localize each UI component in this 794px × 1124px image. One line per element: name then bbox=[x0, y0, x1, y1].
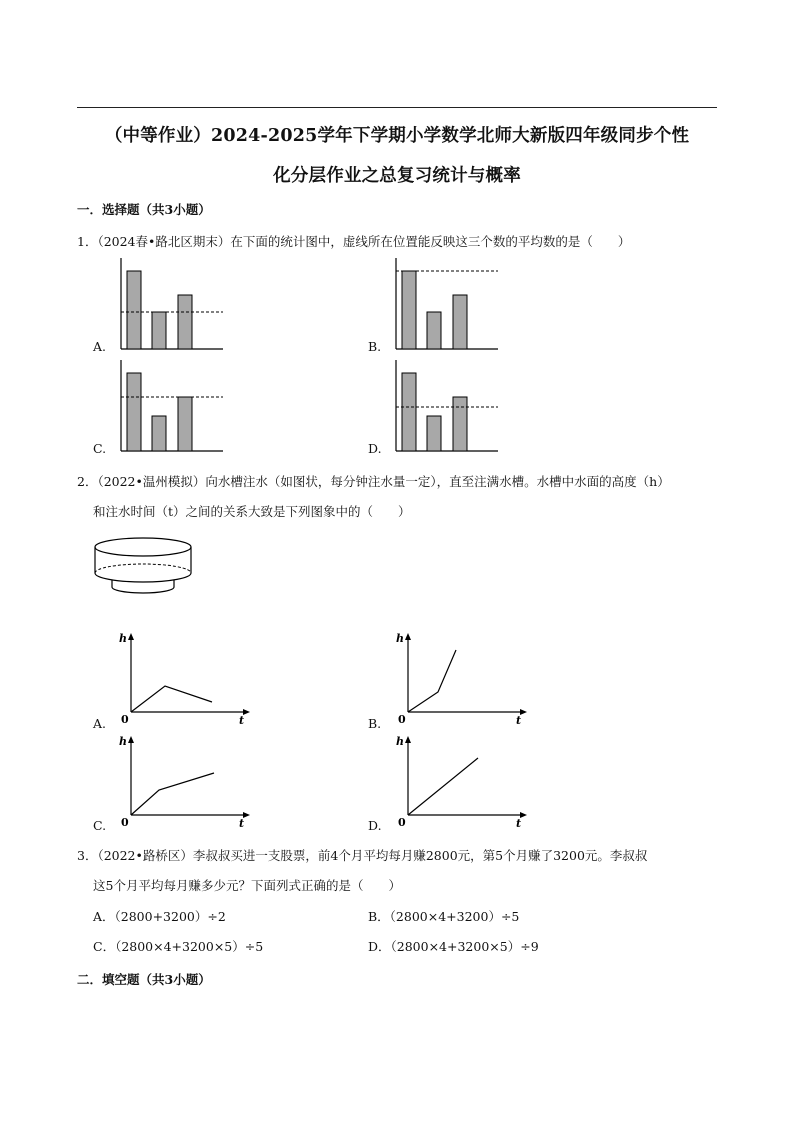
q1-option-d-bar-chart bbox=[393, 360, 503, 454]
page-title-line1: （中等作业）2024-2025学年下学期小学数学北师大新版四年级同步个性 bbox=[104, 126, 690, 146]
q1-option-c-bar-chart bbox=[118, 360, 228, 454]
section-fill-heading: 二．填空题（共3小题） bbox=[77, 972, 211, 987]
header-rule bbox=[77, 107, 717, 108]
q2d-origin-label: 0 bbox=[398, 816, 406, 829]
q2-option-d-graph bbox=[392, 733, 532, 828]
bar-3 bbox=[453, 295, 467, 349]
q1-option-b-label: B. bbox=[368, 339, 382, 354]
question-1-stem: 1．（2024春•路北区期末）在下面的统计图中，虚线所在位置能反映这三个数的平均数的是（ ） bbox=[77, 234, 631, 249]
section-choice-heading: 一．选择题（共3小题） bbox=[77, 202, 211, 217]
bar-1 bbox=[402, 271, 416, 349]
q1-option-a-label: A. bbox=[93, 339, 107, 354]
q2-option-d-label: D. bbox=[368, 818, 382, 833]
q2-option-c-label: C. bbox=[93, 818, 107, 833]
bar-3 bbox=[178, 397, 192, 451]
bar-1 bbox=[402, 373, 416, 451]
bar-3 bbox=[178, 295, 192, 349]
bar-2 bbox=[152, 312, 166, 349]
q2c-origin-label: 0 bbox=[121, 816, 129, 829]
q2d-axis-t-label: t bbox=[516, 817, 522, 830]
q2-option-c-graph bbox=[115, 733, 255, 828]
q3-choice-c[interactable]: C．（2800×4+3200×5）÷5 bbox=[93, 939, 264, 954]
q1-option-d-label: D. bbox=[368, 441, 382, 456]
q2-option-b-label: B. bbox=[368, 716, 382, 731]
bar-1 bbox=[127, 271, 141, 349]
q2b-origin-label: 0 bbox=[398, 713, 406, 726]
q3-choice-d[interactable]: D．（2800×4+3200×5）÷9 bbox=[368, 939, 539, 954]
q2b-axis-h-label: h bbox=[396, 632, 404, 645]
q2b-axis-t-label: t bbox=[516, 714, 522, 727]
q2-option-a-label: A. bbox=[93, 716, 107, 731]
q1-option-a-bar-chart bbox=[118, 258, 228, 352]
q1-option-c-label: C. bbox=[93, 441, 107, 456]
q2-option-a-graph bbox=[115, 630, 255, 725]
q2-option-b-graph bbox=[392, 630, 532, 725]
question-3-stem-line2: 这5个月平均每月赚多少元？下面列式正确的是（ ） bbox=[93, 878, 401, 893]
bar-2 bbox=[427, 416, 441, 451]
bar-2 bbox=[427, 312, 441, 349]
q1-option-b-bar-chart bbox=[393, 258, 503, 352]
bar-1 bbox=[127, 373, 141, 451]
q2a-axis-h-label: h bbox=[119, 632, 127, 645]
q2c-axis-t-label: t bbox=[239, 817, 245, 830]
bar-3 bbox=[453, 397, 467, 451]
question-2-stem-line2: 和注水时间（t）之间的关系大致是下列图象中的（ ） bbox=[93, 504, 411, 519]
page-title-line2: 化分层作业之总复习统计与概率 bbox=[273, 166, 521, 186]
bar-2 bbox=[152, 416, 166, 451]
question-2-stem-line1: 2．（2022•温州模拟）向水槽注水（如图状，每分钟注水量一定），直至注满水槽。水槽中水面的高度（h） bbox=[77, 474, 670, 489]
q2c-axis-h-label: h bbox=[119, 735, 127, 748]
q2a-axis-t-label: t bbox=[239, 714, 245, 727]
q2d-axis-h-label: h bbox=[396, 735, 404, 748]
water-tank-illustration bbox=[90, 535, 200, 595]
q2a-origin-label: 0 bbox=[121, 713, 129, 726]
question-3-stem-line1: 3．（2022•路桥区）李叔叔买进一支股票，前4个月平均每月赚2800元，第5个月赚了3200元。李叔叔 bbox=[77, 848, 648, 863]
q3-choice-b[interactable]: B．（2800×4+3200）÷5 bbox=[368, 909, 520, 924]
q3-choice-a[interactable]: A．（2800+3200）÷2 bbox=[93, 909, 226, 924]
